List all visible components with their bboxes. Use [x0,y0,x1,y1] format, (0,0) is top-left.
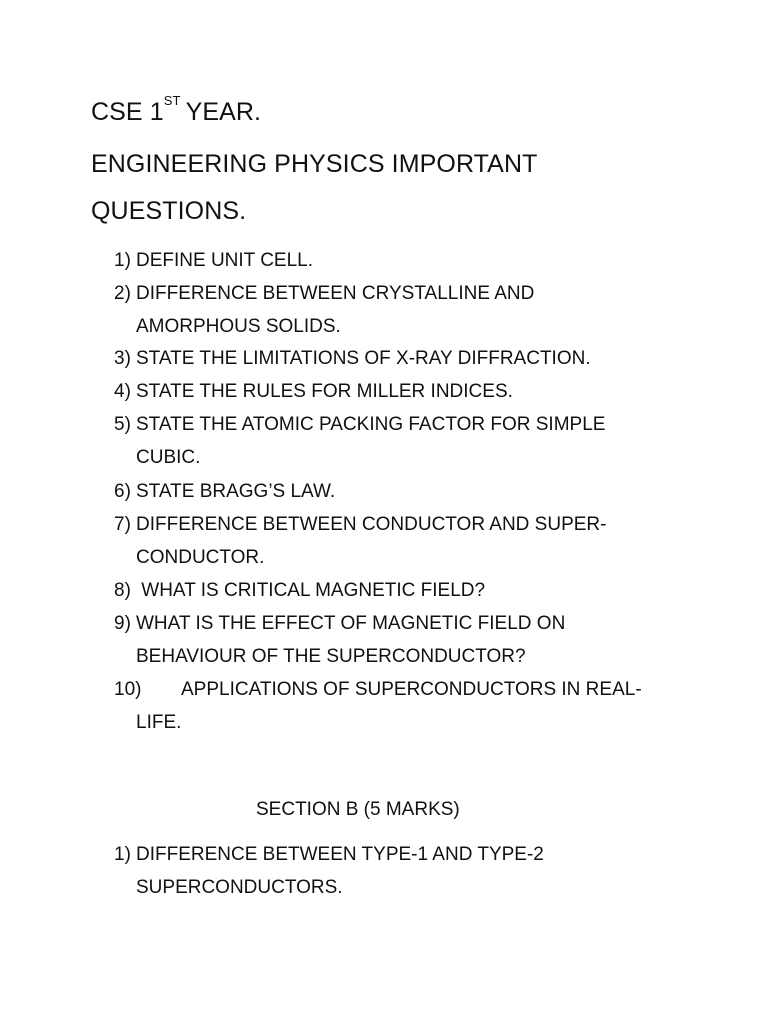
question-item [114,475,335,508]
question-item [114,607,566,667]
question-number: 5) [114,414,131,435]
question-item [114,342,591,375]
question-text: STATE THE ATOMIC PACKING FACTOR FOR SIMPLE [136,414,606,435]
question-text: DIFFERENCE BETWEEN CRYSTALLINE AND [136,283,535,304]
ordinal-superscript: ST [163,93,181,108]
question-number: 2) [114,283,131,304]
question-number: 6) [114,481,131,502]
question-text: DEFINE UNIT CELL. [136,250,314,271]
question-text-continued: SUPERCONDUCTORS. [136,877,343,898]
question-number: 9) [114,613,131,634]
question-item [114,838,544,898]
question-text: STATE BRAGG’S LAW. [136,481,336,502]
question-text: APPLICATIONS OF SUPERCONDUCTORS IN REAL- [181,679,642,700]
question-number: 7) [114,514,131,535]
question-item [114,508,607,568]
question-text: STATE THE LIMITATIONS OF X-RAY DIFFRACTION. [136,348,591,369]
subject-title-line-1: ENGINEERING PHYSICS IMPORTANT [91,150,538,178]
question-text: WHAT IS THE EFFECT OF MAGNETIC FIELD ON [136,613,566,634]
question-text: DIFFERENCE BETWEEN CONDUCTOR AND SUPER- [136,514,607,535]
question-text-continued: CUBIC. [136,447,201,468]
subject-title-line-2: QUESTIONS. [91,197,247,225]
course-suffix: YEAR. [185,98,262,126]
question-item [114,277,535,337]
question-item [114,244,313,277]
question-number: 8) [114,580,131,601]
question-item [114,673,642,733]
question-number: 4) [114,381,131,402]
question-number: 10) [114,679,142,700]
question-text-continued: AMORPHOUS SOLIDS. [136,316,341,337]
question-item [114,375,513,408]
question-text-continued: CONDUCTOR. [136,547,265,568]
question-text: WHAT IS CRITICAL MAGNETIC FIELD? [136,580,486,601]
question-item [114,574,485,607]
question-number: 3) [114,348,131,369]
question-text: STATE THE RULES FOR MILLER INDICES. [136,381,513,402]
question-number: 1) [114,844,131,865]
question-item [114,408,606,468]
question-text-continued: BEHAVIOUR OF THE SUPERCONDUCTOR? [136,646,526,667]
course-year-title [91,93,262,127]
question-text: DIFFERENCE BETWEEN TYPE-1 AND TYPE-2 [136,844,544,865]
course-name: CSE 1 [91,98,164,126]
question-number: 1) [114,250,131,271]
question-text-continued: LIFE. [136,712,182,733]
section-b-heading: SECTION B (5 MARKS) [256,799,460,820]
